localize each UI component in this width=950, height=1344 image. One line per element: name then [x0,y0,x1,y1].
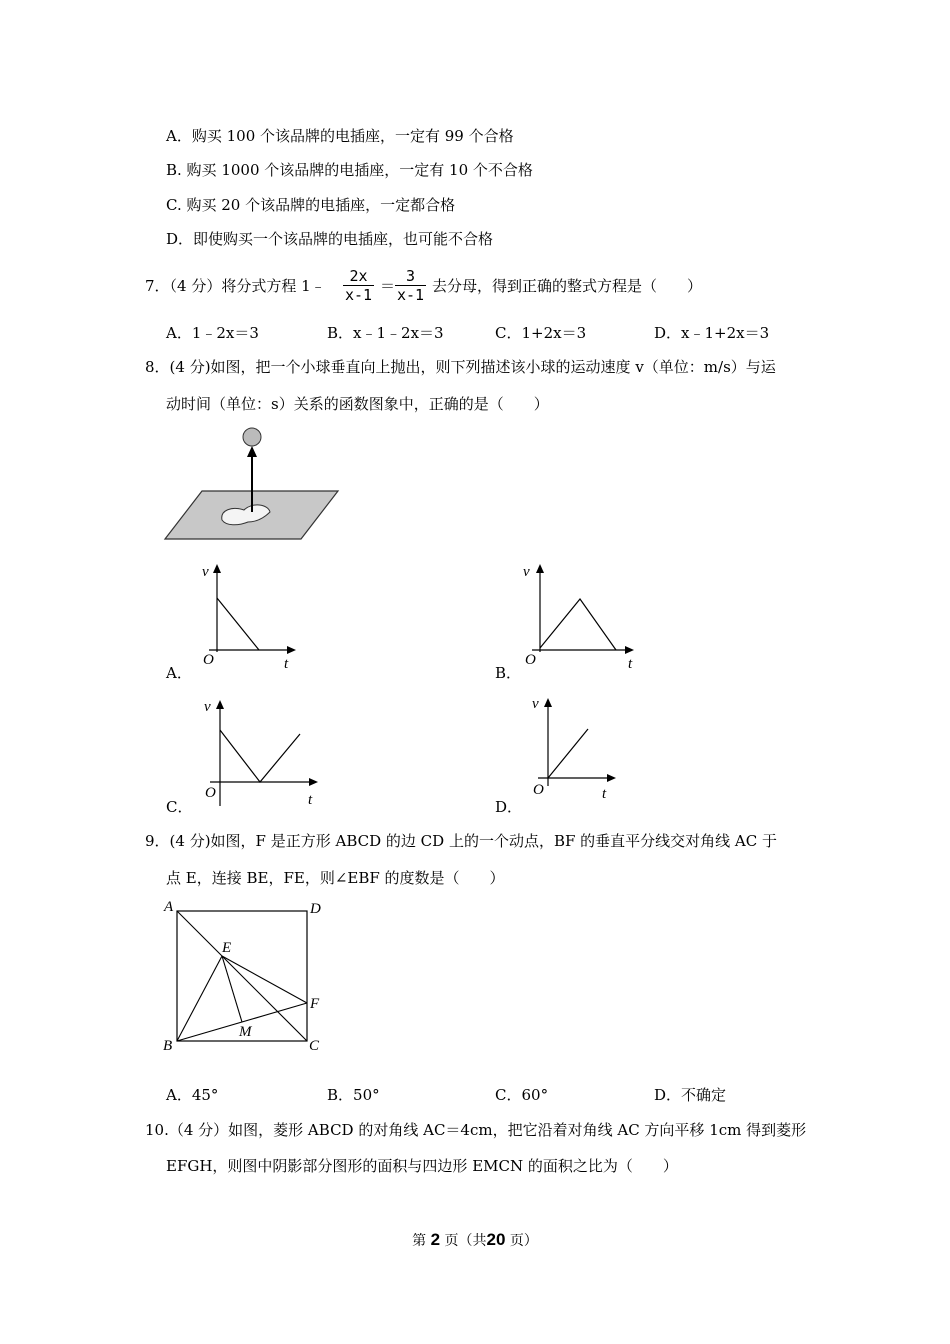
graph-d [526,694,626,809]
q9-stem-line2: 点 E，连接 BE，FE，则∠EBF 的度数是（ ） [166,869,505,887]
current-page-number: 2 [430,1230,441,1249]
ball-toss-figure [160,422,345,547]
q7-fraction-2 [395,267,426,304]
t-axis-label: t [602,786,607,802]
graph-c-label: C． [166,798,193,816]
graph-b-label: B． [495,664,522,682]
v-axis-label: v [523,564,530,580]
t-arrow [607,774,616,782]
graph-b-line [540,599,616,650]
origin-label: O [533,782,544,798]
q10-stem-line2: EFGH，则图中阴影部分图形的面积与四边形 EMCN 的面积之比为（ ） [166,1157,678,1175]
q9-stem-line1: 9．(4 分)如图，F 是正方形 ABCD 的边 CD 上的一个动点，BF 的垂直平分线交对角线 AC 于 [145,832,777,850]
segment-fe [222,956,307,1003]
q9-option-c: C．60° [495,1086,549,1104]
q8-stem-line2: 动时间（单位：s）关系的函数图象中，正确的是（ ） [166,395,549,413]
q6-option-b: B. 购买 1000 个该品牌的电插座，一定有 10 个不合格 [166,161,533,179]
q6-option-a: A．购买 100 个该品牌的电插座，一定有 99 个合格 [166,127,514,145]
t-axis-label: t [628,656,633,672]
q7-fraction-2-numerator: 3 [395,267,426,286]
q9-option-b: B．50° [327,1086,380,1104]
point-c-label: C [309,1038,320,1054]
q9-option-a: A．45° [166,1086,219,1104]
upward-arrow-head [247,446,257,457]
q8-stem-line1: 8．(4 分)如图，把一个小球垂直向上抛出，则下列描述该小球的运动速度 v（单位：m/s）与运 [145,358,776,376]
origin-label: O [203,652,214,668]
footer-suffix: 页） [509,1233,538,1249]
v-axis-label: v [532,696,539,712]
point-f-label: F [310,996,320,1012]
point-a-label: A [164,899,174,915]
graph-a [195,560,305,675]
t-arrow [287,646,296,654]
point-d-label: D [310,901,321,917]
q6-option-d: D．即使购买一个该品牌的电插座，也可能不合格 [166,230,494,248]
q9-option-d: D．不确定 [654,1086,727,1104]
q6-option-c: C. 购买 20 个该品牌的电插座，一定都合格 [166,196,456,214]
t-axis-label: t [308,792,313,808]
page-footer [0,1230,950,1250]
origin-label: O [525,652,536,668]
v-arrow [544,698,552,707]
q7-equals: ＝ [380,277,396,295]
point-e-label: E [222,940,232,956]
v-axis-label: v [202,564,209,580]
q10-stem-line1: 10.（4 分）如图，菱形 ABCD 的对角线 AC＝4cm，把它沿着对角线 AC 方向平移 1cm 得到菱形 [145,1121,807,1139]
total-pages-number: 20 [486,1230,506,1249]
v-arrow [216,700,224,709]
footer-prefix: 第 [412,1233,427,1249]
point-b-label: B [163,1038,173,1054]
footer-middle: 页（共 [444,1233,487,1249]
v-arrow [213,564,221,573]
q7-suffix: 去分母，得到正确的整式方程是（ ） [432,277,703,295]
t-arrow [309,778,318,786]
graph-a-line [217,598,259,650]
q7-fraction-2-denominator: x-1 [397,286,425,304]
q7-option-a: A．1﹣2x＝3 [166,324,259,342]
point-m-label: M [239,1024,252,1040]
square-figure [160,895,335,1060]
v-arrow [536,564,544,573]
graph-b [518,560,643,675]
q7-fraction-1 [343,267,374,304]
ball [243,428,261,446]
q7-prefix: 7．（4 分）将分式方程 1﹣ [145,277,326,295]
q7-fraction-1-denominator: x-1 [345,286,373,304]
q7-fraction-1-numerator: 2x [343,267,374,286]
graph-d-label: D． [495,798,523,816]
q7-option-b: B．x﹣1﹣2x＝3 [327,324,444,342]
segment-be [177,956,222,1041]
graph-c [196,694,326,809]
graph-a-label: A． [166,664,192,682]
graph-c-line [220,730,300,782]
graph-d-line [548,729,588,778]
t-arrow [625,646,634,654]
q7-option-d: D．x﹣1+2x＝3 [654,324,770,342]
t-axis-label: t [284,656,289,672]
q7-option-c: C．1+2x＝3 [495,324,587,342]
origin-label: O [205,785,216,801]
v-axis-label: v [204,699,211,715]
